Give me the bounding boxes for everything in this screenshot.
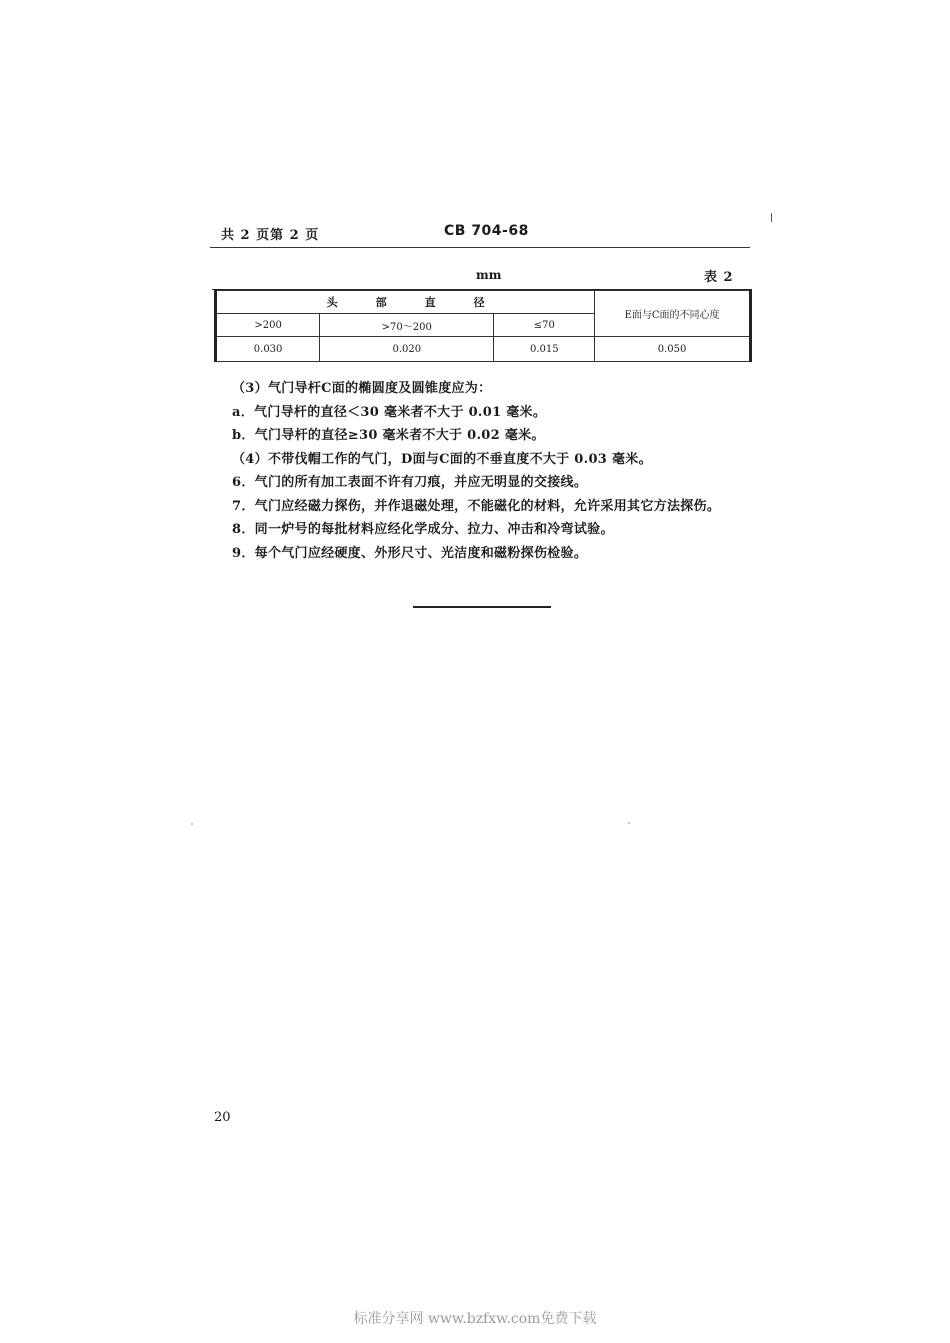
requirement-line: （3）气门导杆C面的椭圆度及圆锥度应为： bbox=[232, 381, 492, 396]
standard-code: CB 704-68 bbox=[444, 223, 529, 239]
requirement-line: 6．气门的所有加工表面不许有刀痕，并应无明显的交接线。 bbox=[232, 475, 588, 490]
header-divider bbox=[210, 247, 750, 248]
requirement-line: 9．每个气门应经硬度、外形尺寸、光洁度和磁粉探伤检验。 bbox=[232, 545, 588, 561]
requirement-line: b．气门导杆的直径≥30 毫米者不大于 0.02 毫米。 bbox=[232, 428, 545, 443]
column-header: >70～200 bbox=[320, 314, 494, 337]
scan-speck bbox=[628, 822, 630, 824]
column-header: ≤70 bbox=[494, 314, 595, 337]
requirement-line: 8．同一炉号的每批材料应经化学成分、拉力、冲击和冷弯试验。 bbox=[232, 522, 614, 537]
scan-speck bbox=[191, 823, 193, 825]
watermark: 标准分享网 www.bzfxw.com免费下载 bbox=[353, 1311, 597, 1327]
requirement-line: a．气门导杆的直径＜30 毫米者不大于 0.01 毫米。 bbox=[232, 404, 547, 420]
table-cell: 0.050 bbox=[595, 337, 751, 362]
page-count: 共 2 页第 2 页 bbox=[221, 228, 320, 243]
table-row bbox=[216, 337, 751, 362]
page-number: 20 bbox=[214, 1110, 231, 1125]
table-label: 表 2 bbox=[704, 270, 734, 285]
scan-mark bbox=[771, 213, 772, 222]
concentricity-header: E面与C面的不同心度 bbox=[595, 291, 751, 337]
table-cell: 0.020 bbox=[320, 337, 494, 362]
column-header: >200 bbox=[216, 314, 320, 337]
requirements-list bbox=[232, 377, 720, 565]
requirement-line: （4）不带伐帽工作的气门，D面与C面的不垂直度不大于 0.03 毫米。 bbox=[232, 451, 652, 467]
requirement-line: 7．气门应经磁力探伤，并作退磁处理，不能磁化的材料，允许采用其它方法探伤。 bbox=[232, 498, 721, 514]
table-unit: mm bbox=[476, 268, 502, 282]
end-divider bbox=[413, 606, 551, 608]
table-header-row bbox=[216, 291, 751, 314]
head-diameter-label: 头部直径 bbox=[326, 296, 523, 309]
table-cell: 0.030 bbox=[216, 337, 320, 362]
head-diameter-header bbox=[216, 291, 595, 314]
tolerance-table bbox=[214, 290, 752, 362]
table-cell: 0.015 bbox=[494, 337, 595, 362]
